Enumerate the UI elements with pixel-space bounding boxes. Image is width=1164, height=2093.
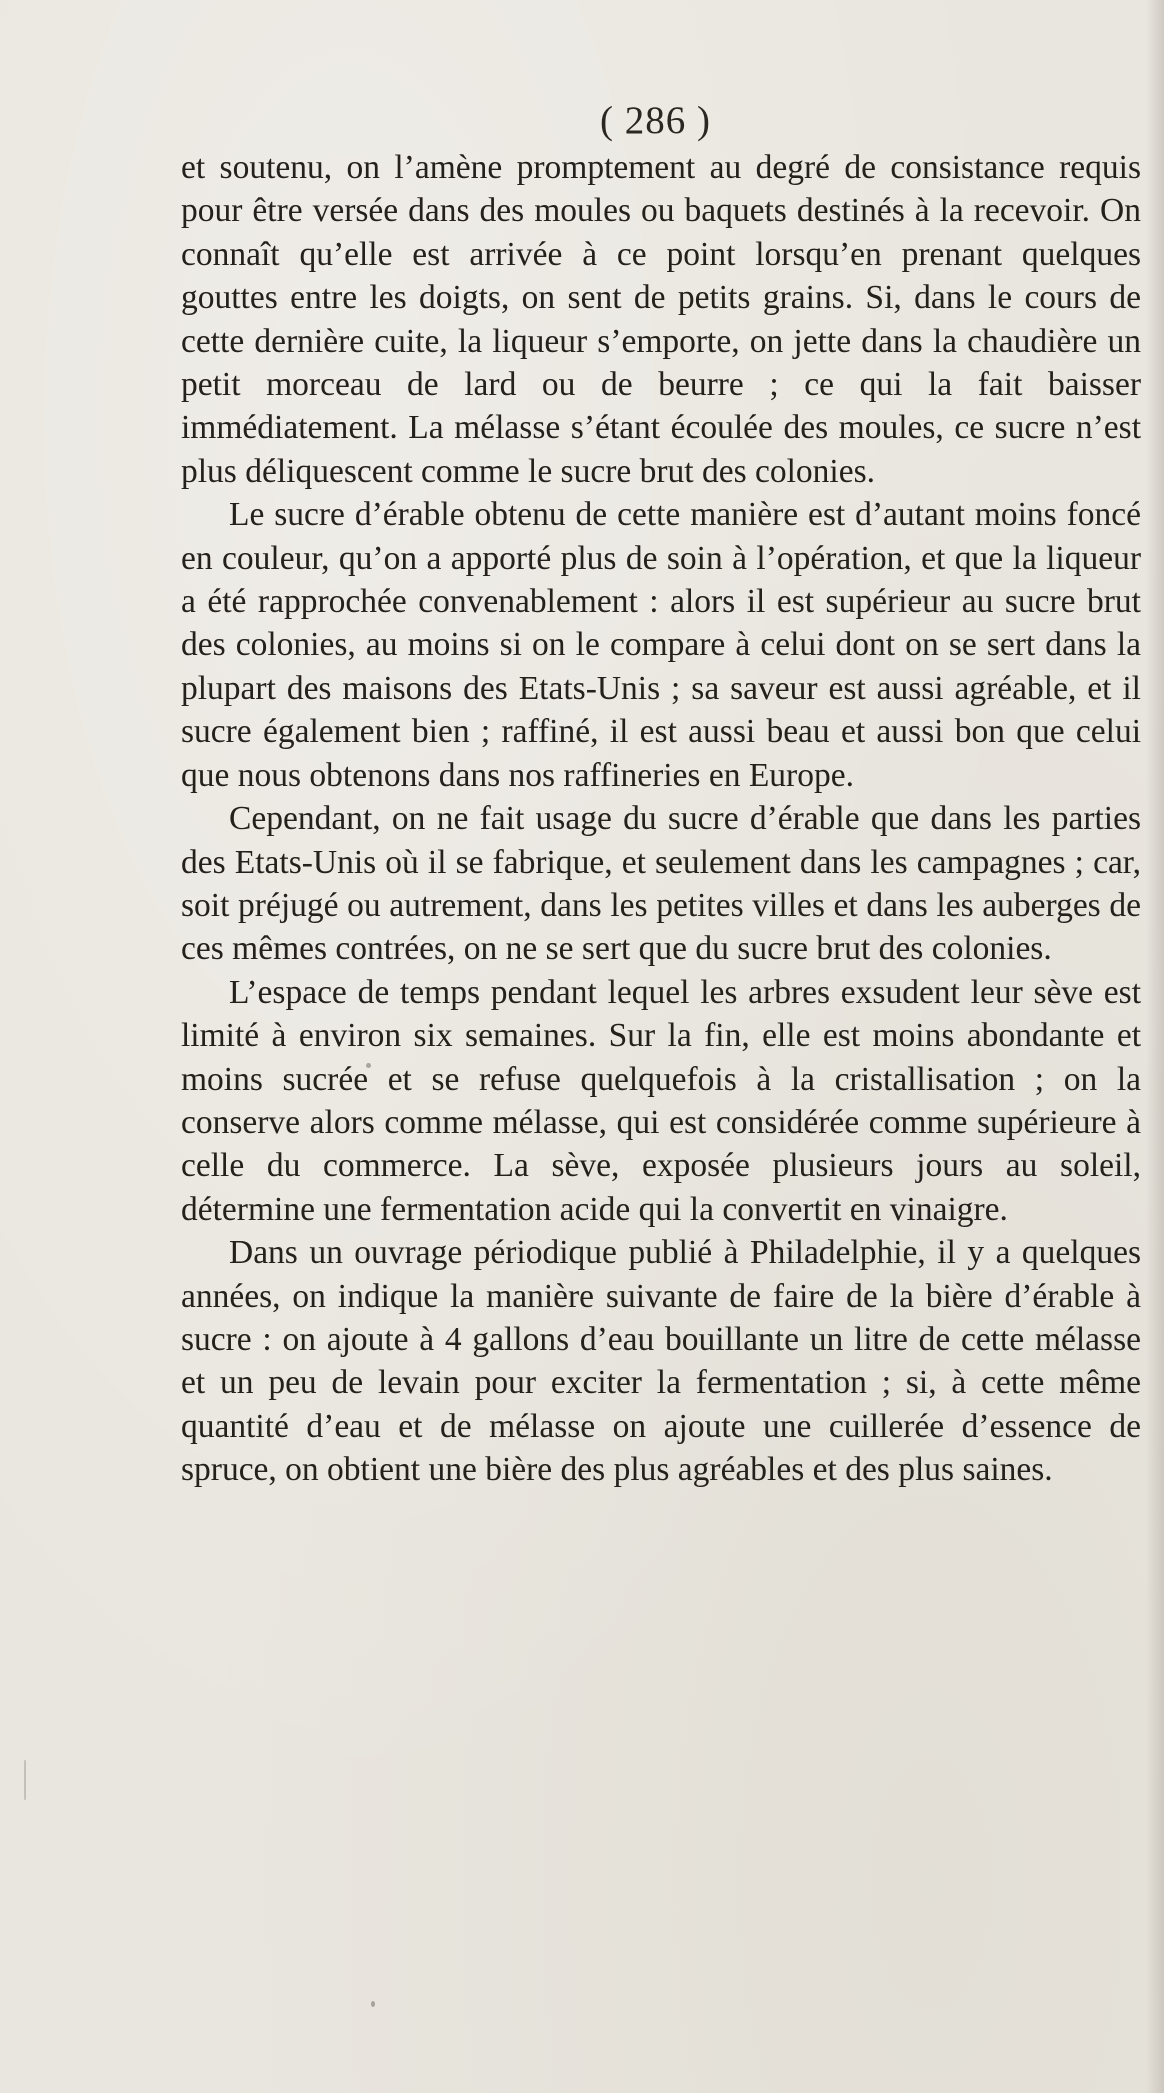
paragraph-2: Le sucre d’érable obtenu de cette manière est d’autant moins foncé en couleur, qu’on a apporté plus de soin à l’opération, et que la liqueur a été rapprochée convenablement : alors il est supérieur au sucre brut des colonies, au moins si on le compare à celui dont on se sert dans la plupart des maisons des Etats-Unis ; sa saveur est aussi agréable, et il sucre également bien ; raffiné, il est aussi beau et aussi bon que celui que nous obtenons dans nos raffineries en Europe. (181, 496, 1141, 794)
page-number: ( 286 ) (600, 99, 711, 142)
paper-speck (24, 1760, 26, 1800)
paper-speck (366, 1063, 371, 1068)
paper-speck (371, 2001, 375, 2007)
paragraph-4: L’espace de temps pendant lequel les arbres exsudent leur sève est limité à environ six semaines. Sur la fin, elle est moins abondante et moins sucrée et se refuse quelquefois à la cristallisation ; on la conserve alors comme mélasse, qui est considérée comme supérieure à celle du commerce. La sève, exposée plusieurs jours au soleil, détermine une fermentation acide qui la convertit en vinaigre. (181, 973, 1141, 1228)
paragraph-1: et soutenu, on l’amène promptement au degré de consistance requis pour être versée dans des moules ou baquets destinés à la recevoir. On connaît qu’elle est arrivée à ce point lorsqu’en prenant quelques gouttes entre les doigts, on sent de petits grains. Si, dans le cours de cette dernière cuite, la liqueur s’emporte, on jette dans la chaudière un petit morceau de lard ou de beurre ; ce qui la fait baisser immédiatement. La mélasse s’étant écoulée des moules, ce sucre n’est plus déliquescent comme le sucre brut des colonies. (181, 149, 1141, 490)
paragraph-5: Dans un ouvrage périodique publié à Philadelphie, il y a quelques années, on indique la manière suivante de faire de la bière d’érable à sucre : on ajoute à 4 gallons d’eau bouillante un litre de cette mélasse et un peu de levain pour exciter la fermentation ; si, à cette même quantité d’eau et de mélasse on ajoute une cuillerée d’essence de spruce, on obtient une bière des plus agréables et des plus saines. (181, 1234, 1141, 1489)
page-edge-shadow (1146, 0, 1164, 2093)
body-text (181, 146, 1141, 1492)
paragraph-3: Cependant, on ne fait usage du sucre d’érable que dans les parties des Etats-Unis où il se fabrique, et seulement dans les campagnes ; car, soit préjugé ou autrement, dans les petites villes et dans les auberges de ces mêmes contrées, on ne se sert que du sucre brut des colonies. (181, 800, 1141, 968)
